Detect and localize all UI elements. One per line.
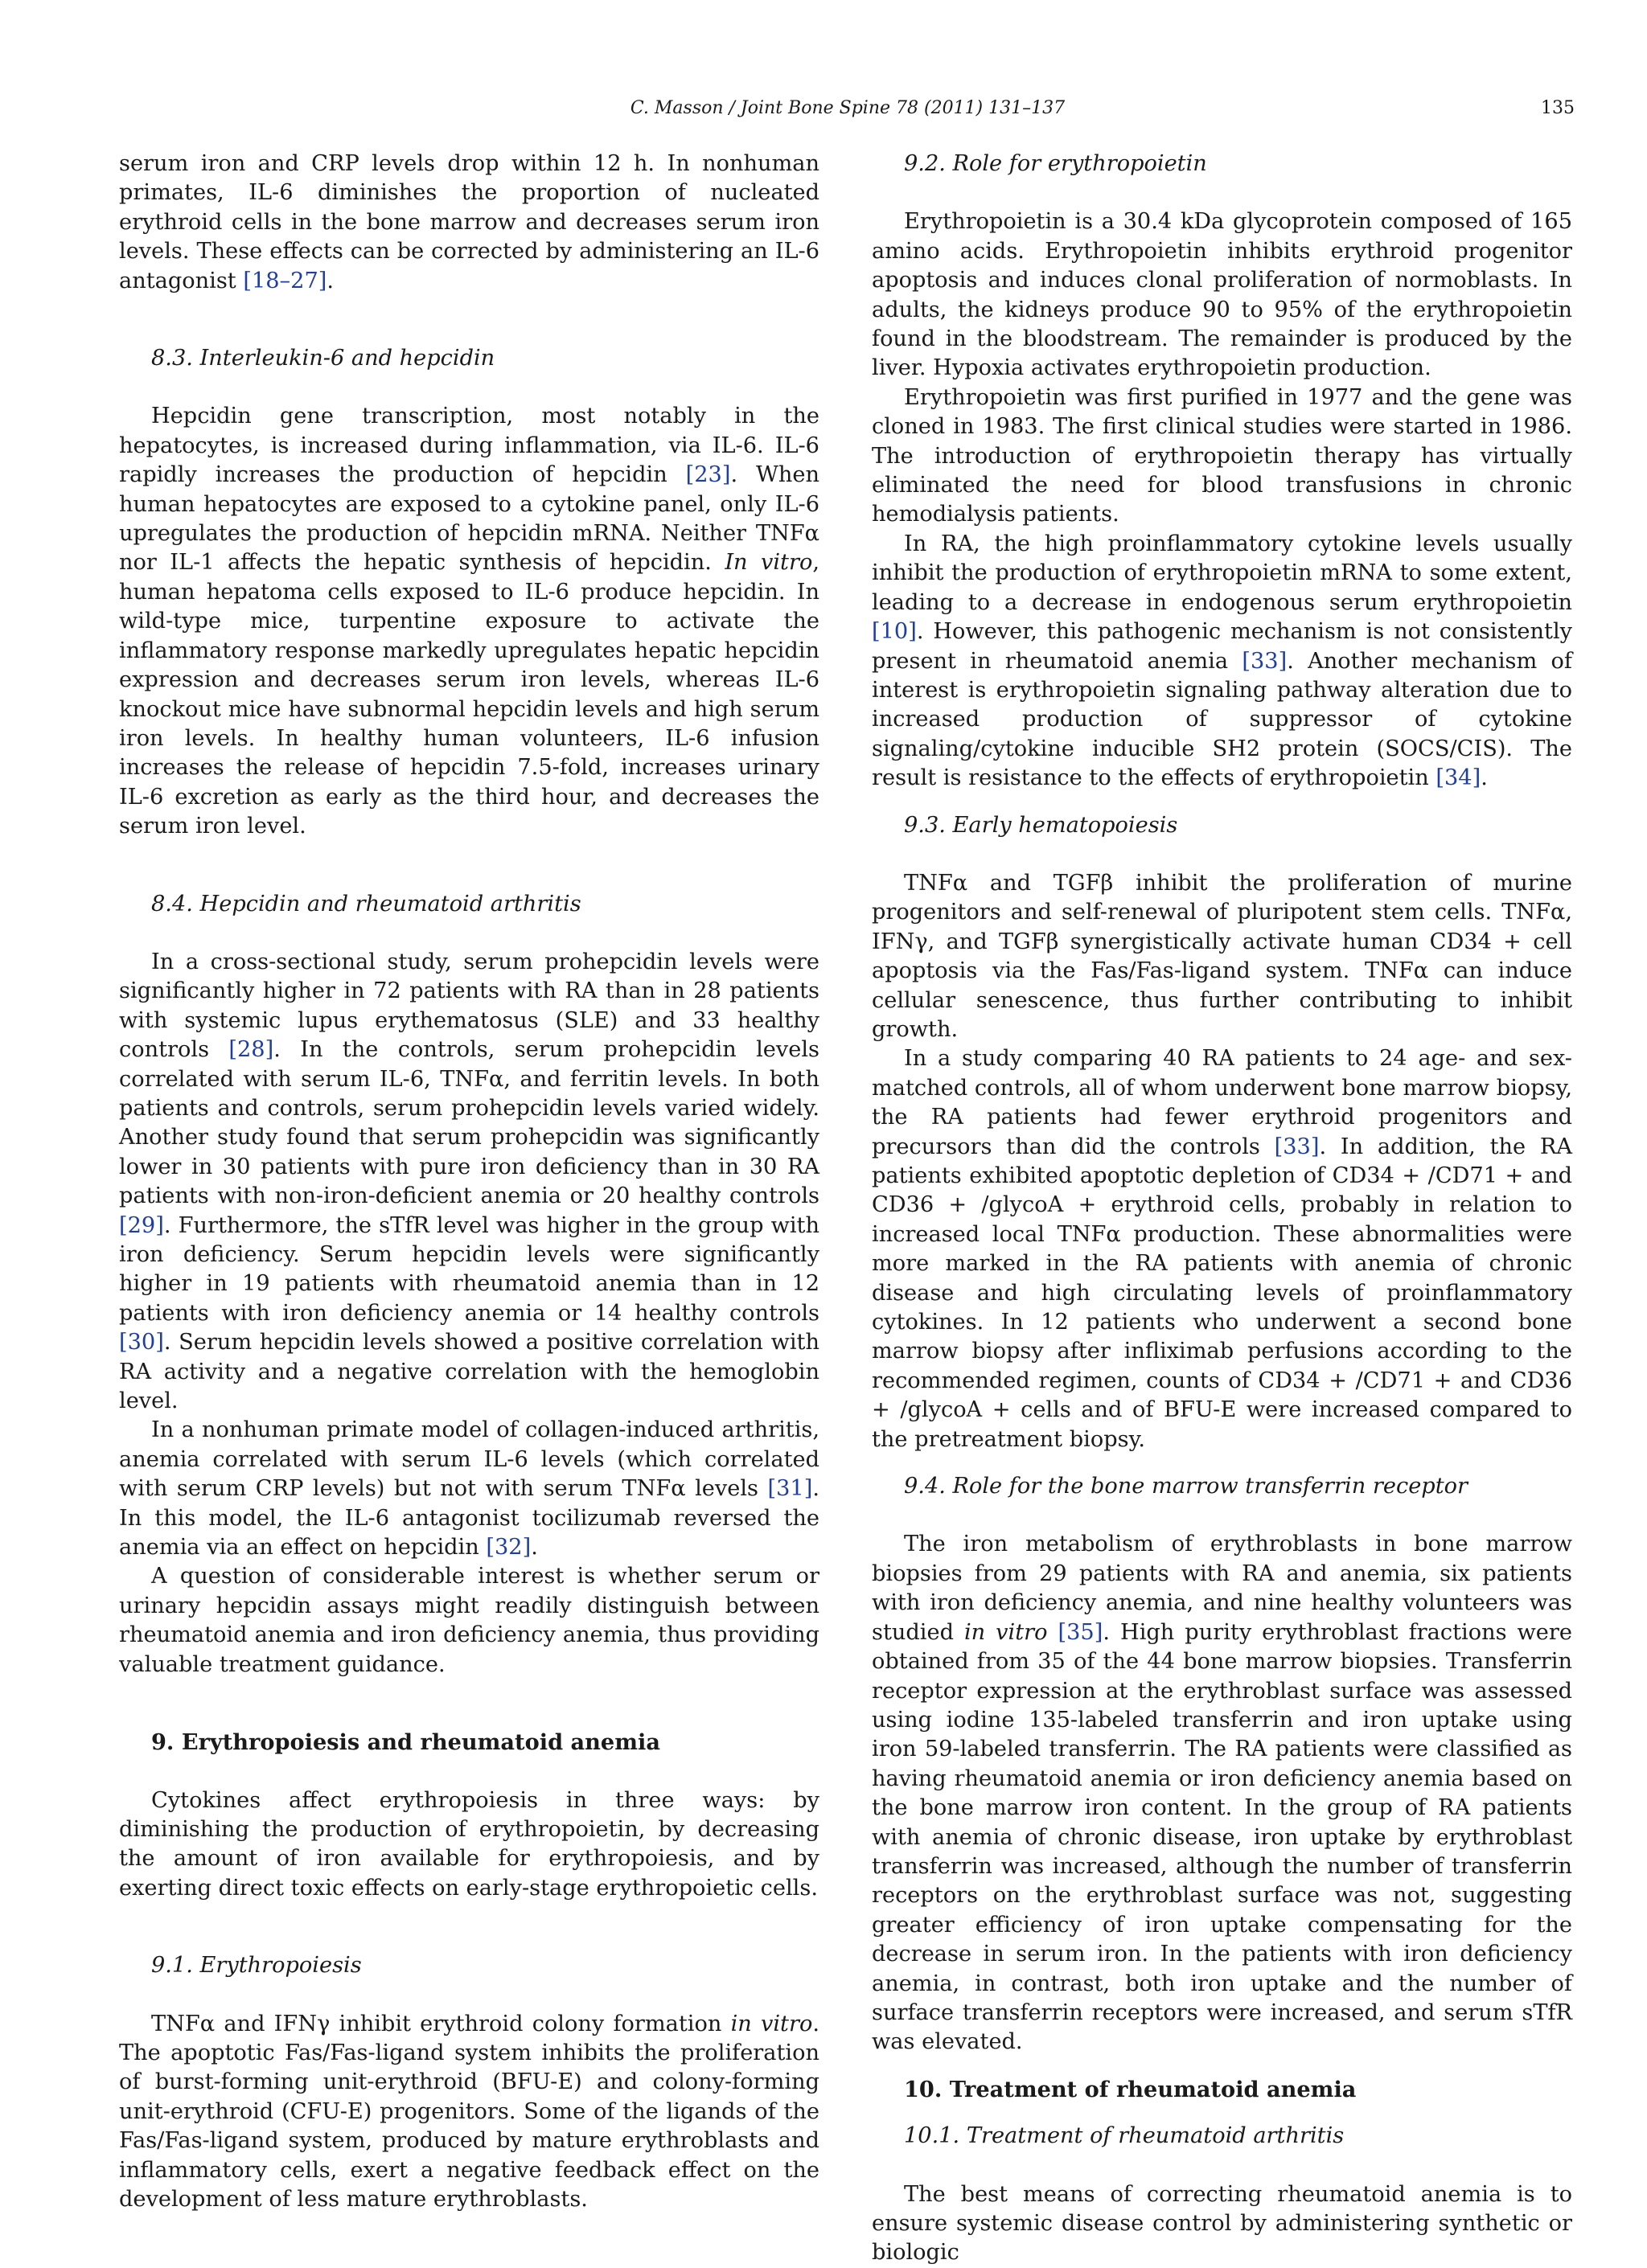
subsection-heading: 9.1. Erythropoiesis xyxy=(151,1953,362,1979)
paragraph: Erythropoietin was first purified in 1977 and the gene was cloned in 1983. The first clinical studies were started in 1986. The introduction of erythropoietin therapy has virtually eliminated the need for blood transfusions in chronic hemodialysis patients. xyxy=(872,384,1572,527)
text: serum iron and CRP levels drop within 12 h. In nonhuman primates, IL-6 diminishes the proportion of nucleated erythroid cells in the bone marrow and decreases serum iron levels. These effects can be corrected by administering an IL-6 antagonist xyxy=(119,151,819,293)
text: . In addition, the RA patients exhibited apoptotic depletion of CD34 + /CD71 + and CD36 + /glycoA + erythroid cells, probably in relation to increased local TNFα production. These abnormalities were more marked in the RA patients with anemia of chronic disease and high circulating levels of proinflammatory cytokines. In 12 patients who underwent a second bone marrow biopsy after infliximab perfusions according to the recommended regimen, counts of CD34 + /CD71 + and CD36 + /glycoA + cells and of BFU-E were increased compared to the pretreatment biopsy. xyxy=(872,1134,1572,1452)
page-number: 135 xyxy=(1541,98,1575,118)
citation-link[interactable]: [33] xyxy=(1242,648,1288,674)
paragraph: serum iron and CRP levels drop within 12 h. In nonhuman primates, IL-6 diminishes the proportion of nucleated erythroid cells in the bone marrow and decreases serum iron levels. These effects can be corrected by administering an IL-6 antagonist [18–27]. xyxy=(119,151,819,293)
text: The iron metabolism of erythroblasts in bone marrow biopsies from 29 patients with RA and anemia, six patients with iron deficiency anemia, and nine healthy volunteers was studied xyxy=(872,1532,1572,1645)
subsection-heading: 10.1. Treatment of rheumatoid arthritis xyxy=(904,2123,1345,2149)
text: . When human hepatocytes are exposed to a cytokine panel, only IL-6 upregulates the production of hepcidin mRNA. Neither TNFα nor IL-1 affects the hepatic synthesis of hepcidin. xyxy=(119,462,820,576)
paragraph xyxy=(119,948,819,1417)
text: . Furthermore, the sTfR level was higher in the group with iron deficiency. Serum hepcidin levels were significantly higher in 19 patients with rheumatoid anemia than in 12 patients with iron deficiency anemia or 14 healthy controls xyxy=(119,1212,819,1326)
right-column xyxy=(872,150,1572,2268)
section-heading: 9. Erythropoiesis and rheumatoid anemia xyxy=(151,1729,660,1756)
paragraph: The best means of correcting rheumatoid anemia is to ensure systemic disease control by administering synthetic or biologic xyxy=(872,2181,1572,2266)
text: TNFα and IFNγ inhibit erythroid colony formation xyxy=(151,2011,731,2036)
paragraph: Erythropoietin is a 30.4 kDa glycoprotein composed of 165 amino acids. Erythropoietin inhibits erythroid progenitor apoptosis and induces clonal proliferation of normoblasts. In adults, the kidneys produce 90 to 95% of the erythropoietin found in the bloodstream. The remainder is produced by the liver. Hypoxia activates erythropoietin production. xyxy=(872,209,1572,381)
citation-link[interactable]: [23] xyxy=(685,462,731,488)
text: . Serum hepcidin levels showed a positive correlation with RA activity and a negative correlation with the hemoglobin level. xyxy=(119,1330,819,1414)
paragraph xyxy=(872,1530,1572,2057)
citation-link[interactable]: [10] xyxy=(872,619,917,645)
citation-link[interactable]: [32] xyxy=(486,1535,532,1561)
subsection-heading: 9.2. Role for erythropoietin xyxy=(904,151,1207,176)
journal-citation: C. Masson / Joint Bone Spine 78 (2011) 131–137 xyxy=(630,98,1066,118)
subsection-heading: 9.4. Role for the bone marrow transferrin receptor xyxy=(904,1474,1468,1499)
section-heading: 10. Treatment of rheumatoid anemia xyxy=(904,2076,1357,2102)
text: . xyxy=(531,1535,538,1561)
text: . However, this pathogenic mechanism is not consistently present in rheumatoid anemia xyxy=(872,619,1572,674)
paragraph xyxy=(872,530,1572,794)
subsection-heading: 9.3. Early hematopoiesis xyxy=(904,812,1178,838)
text: In RA, the high proinflammatory cytokine levels usually inhibit the production of erythropoietin mRNA to some extent, leading to a decrease in endogenous serum erythropoietin xyxy=(872,531,1572,615)
text: . In this model, the IL-6 antagonist tocilizumab reversed the anemia via an effect on hepcidin xyxy=(119,1476,819,1561)
text: . xyxy=(1481,765,1488,791)
citation-link[interactable]: [33] xyxy=(1274,1134,1320,1159)
subsection-heading: 8.3. Interleukin-6 and hepcidin xyxy=(151,346,495,371)
citation-link[interactable]: [29] xyxy=(119,1212,164,1238)
text: In a nonhuman primate model of collagen-induced arthritis, anemia correlated with serum IL-6 levels (which correlated with serum CRP levels) but not with serum TNFα levels xyxy=(119,1417,819,1502)
citation-link[interactable]: [35] xyxy=(1058,1619,1103,1645)
paragraph: Cytokines affect erythropoiesis in three ways: by diminishing the production of erythropoietin, by decreasing the amount of iron available for erythropoiesis, and by exerting direct toxic effects on early-stage erythropoietic cells. xyxy=(119,1787,819,1901)
text: in vitro xyxy=(730,2011,813,2036)
subsection-heading: 8.4. Hepcidin and rheumatoid arthritis xyxy=(151,891,581,917)
citation-link[interactable]: [28] xyxy=(228,1037,274,1063)
citation-link[interactable]: [18–27] xyxy=(243,268,327,293)
paragraph xyxy=(872,1044,1572,1454)
left-column xyxy=(119,150,819,2214)
citation-link[interactable]: [34] xyxy=(1435,765,1481,791)
paragraph xyxy=(119,402,819,841)
text: . The apoptotic Fas/Fas-ligand system inhibits the proliferation of burst-forming unit-erythroid (BFU-E) and colony-forming unit-erythroid (CFU-E) progenitors. Some of the ligands of the Fas/Fas-ligand system, produced by mature erythroblasts and inflammatory cells, exert a negative feedback effect on the development of less mature erythroblasts. xyxy=(119,2011,819,2212)
paragraph: A question of considerable interest is whether serum or urinary hepcidin assays might readily distinguish between rheumatoid anemia and iron deficiency anemia, thus providing valuable treatment guidance. xyxy=(119,1564,819,1677)
text: . High purity erythroblast fractions were obtained from 35 of the 44 bone marrow biopsies. Transferrin receptor expression at the erythroblast surface was assessed using iodine 135-labeled transferrin and iron uptake using iron 59-labeled transferrin. The RA patients were classified as having rheumatoid anemia or iron deficiency anemia based on the bone marrow iron content. In the group of RA patients with anemia of chronic disease, iron uptake by erythroblast transferrin was increased, although the number of transferrin receptors on the erythroblast surface was not, suggesting greater efficiency of iron uptake compensating for the decrease in serum iron. In the patients with iron deficiency anemia, in contrast, both iron uptake and the number of surface transferrin receptors were increased, and serum sTfR was elevated. xyxy=(872,1619,1572,2055)
running-header xyxy=(121,96,1575,129)
text: . Another mechanism of interest is erythropoietin signaling pathway alteration due to increased production of suppressor of cytokine signaling/cytokine inducible SH2 protein (SOCS/CIS). The result is resistance to the effects of erythropoietin xyxy=(872,648,1572,791)
paragraph xyxy=(119,1416,819,1562)
text: , human hepatoma cells exposed to IL-6 produce hepcidin. In wild-type mice, turpentine exposure to activate the inflammatory response markedly upregulates hepatic hepcidin expression and decreases serum iron levels, whereas IL-6 knockout mice have subnormal hepcidin levels and high serum iron levels. In healthy human volunteers, IL-6 infusion increases the release of hepcidin 7.5-fold, increases urinary IL-6 excretion as early as the third hour, and decreases the serum iron level. xyxy=(119,550,819,839)
text: In vitro xyxy=(725,550,813,576)
text: . In the controls, serum prohepcidin levels correlated with serum IL-6, TNFα, and ferritin levels. In both patients and controls, serum prohepcidin levels varied widely. Another study found that serum prohepcidin was significantly lower in 30 patients with pure iron deficiency than in 30 RA patients with non-iron-deficient anemia or 20 healthy controls xyxy=(119,1037,819,1209)
paragraph: TNFα and TGFβ inhibit the proliferation of murine progenitors and self-renewal of pluripotent stem cells. TNFα, IFNγ, and TGFβ synergistically activate human CD34 + cell apoptosis via the Fas/Fas-ligand system. TNFα can induce cellular senescence, thus further contributing to inhibit growth. xyxy=(872,870,1572,1042)
text: In a study comparing 40 RA patients to 24 age- and sex-matched controls, all of whom underwent bone marrow biopsy, the RA patients had fewer erythroid progenitors and precursors than did the controls xyxy=(872,1046,1572,1159)
text: in vitro xyxy=(963,1619,1048,1645)
citation-link[interactable]: [31] xyxy=(767,1476,813,1502)
text: Hepcidin gene transcription, most notably in the hepatocytes, is increased during inflammation, via IL-6. IL-6 rapidly increases the production of hepcidin xyxy=(119,404,819,488)
paragraph xyxy=(119,2010,819,2215)
citation-link[interactable]: [30] xyxy=(119,1330,164,1355)
text: In a cross-sectional study, serum prohepcidin levels were significantly higher in 72 patients with RA than in 28 patients with systemic lupus erythematosus (SLE) and 33 healthy controls xyxy=(119,949,819,1063)
